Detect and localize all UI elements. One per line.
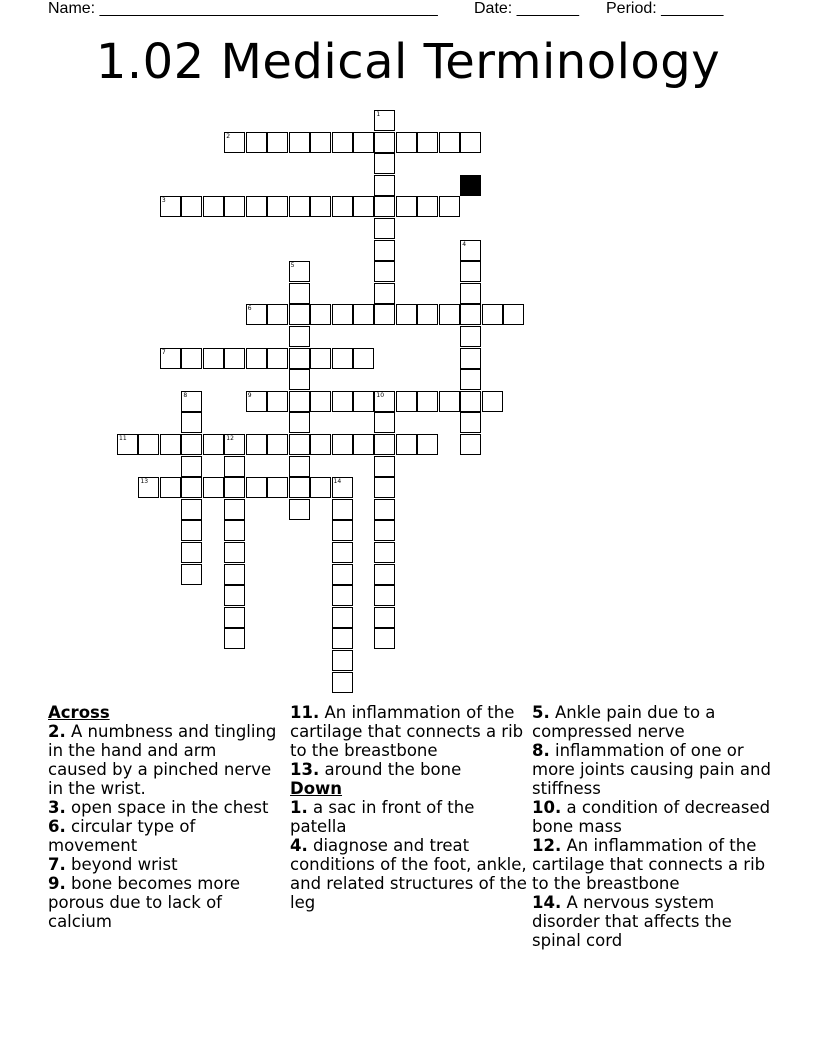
clue-number-label: 1. <box>290 798 308 817</box>
period-field-label: Period: _______ <box>606 0 724 17</box>
clue-number-label: 10. <box>532 798 562 817</box>
grid-cell[interactable] <box>374 585 395 606</box>
grid-cell[interactable] <box>374 132 395 153</box>
clue-number: 9 <box>247 391 252 399</box>
grid-cell[interactable] <box>460 304 481 325</box>
grid-cell[interactable] <box>267 391 288 412</box>
grid-cell[interactable] <box>246 434 267 455</box>
clue-number: 11 <box>119 435 127 442</box>
grid-cell[interactable] <box>374 412 395 433</box>
grid-cell[interactable] <box>439 391 460 412</box>
grid-cell[interactable] <box>224 348 245 369</box>
grid-cell[interactable] <box>353 391 374 412</box>
clue-text: open space in the chest <box>65 798 269 817</box>
clue-number-label: 3. <box>48 798 66 817</box>
clue-number-label: 4. <box>290 836 308 855</box>
clue-text: around the bone <box>319 760 462 779</box>
grid-cell[interactable] <box>460 283 481 304</box>
grid-cell[interactable] <box>439 132 460 153</box>
grid-cell[interactable] <box>332 499 353 520</box>
name-field-label: Name: ______________________________________ <box>48 0 438 17</box>
grid-cell[interactable] <box>460 434 481 455</box>
clue-number-label: 13. <box>290 760 320 779</box>
grid-cell[interactable] <box>482 304 503 325</box>
clue-item <box>48 817 280 855</box>
clue-text: beyond wrist <box>65 855 178 874</box>
clue-number: 10 <box>376 391 385 399</box>
grid-cell[interactable] <box>353 196 374 217</box>
clues-column-3 <box>532 703 772 950</box>
grid-cell[interactable] <box>332 520 353 541</box>
grid-cell[interactable] <box>332 434 353 455</box>
grid-cell[interactable] <box>203 477 224 498</box>
grid-cell[interactable] <box>267 304 288 325</box>
grid-cell[interactable] <box>181 348 202 369</box>
grid-cell[interactable] <box>289 434 310 455</box>
grid-cell[interactable] <box>267 132 288 153</box>
grid-cell[interactable] <box>246 132 267 153</box>
grid-cell[interactable] <box>289 499 310 520</box>
grid-cell[interactable] <box>374 607 395 628</box>
clue-number-label: 14. <box>532 893 562 912</box>
clue-text: a sac in front of the patella <box>290 798 475 836</box>
grid-cell[interactable] <box>417 391 438 412</box>
clue-item <box>290 760 530 779</box>
clue-item <box>532 893 772 950</box>
grid-cell[interactable] <box>289 196 310 217</box>
grid-cell[interactable] <box>417 434 438 455</box>
grid-cell[interactable] <box>374 218 395 239</box>
clue-text: An inflammation of the cartilage that connects a rib to the breastbone <box>290 703 524 760</box>
grid-cell[interactable] <box>460 391 481 412</box>
clue-number-label: 9. <box>48 874 66 893</box>
clue-text: Ankle pain due to a compressed nerve <box>532 703 716 741</box>
grid-cell[interactable] <box>460 369 481 390</box>
grid-cell[interactable] <box>374 196 395 217</box>
grid-cell[interactable] <box>181 564 202 585</box>
clues-column-1 <box>48 703 280 931</box>
grid-cell[interactable] <box>246 196 267 217</box>
grid-cell[interactable] <box>289 369 310 390</box>
grid-cell[interactable] <box>289 283 310 304</box>
clue-number: 13 <box>140 478 149 486</box>
grid-cell[interactable] <box>332 628 353 649</box>
grid-cell[interactable] <box>396 304 417 325</box>
clue-number: 4 <box>462 240 467 248</box>
clue-text: A nervous system disorder that affects the spinal cord <box>532 893 732 950</box>
grid-cell[interactable] <box>332 304 353 325</box>
clues-column-2 <box>290 703 530 912</box>
down-heading: Down <box>290 779 343 798</box>
page-title: 1.02 Medical Terminology <box>95 34 721 90</box>
grid-cell[interactable] <box>289 477 310 498</box>
date-field-label: Date: _______ <box>474 0 579 17</box>
across-heading: Across <box>48 703 110 722</box>
clue-item <box>48 722 280 798</box>
grid-cell[interactable] <box>353 304 374 325</box>
clue-number-label: 6. <box>48 817 66 836</box>
grid-cell[interactable] <box>203 196 224 217</box>
clue-item <box>532 741 772 798</box>
grid-cell[interactable] <box>267 434 288 455</box>
grid-cell[interactable] <box>332 585 353 606</box>
clue-item <box>532 836 772 893</box>
clue-item <box>532 798 772 836</box>
grid-cell[interactable] <box>310 391 331 412</box>
grid-cell[interactable] <box>482 391 503 412</box>
grid-cell[interactable] <box>246 477 267 498</box>
clue-number-label: 11. <box>290 703 320 722</box>
clue-text: circular type of movement <box>48 817 196 855</box>
grid-cell[interactable] <box>160 434 181 455</box>
grid-cell[interactable] <box>289 326 310 347</box>
grid-cell[interactable] <box>310 434 331 455</box>
clue-text: diagnose and treat conditions of the foot, ankle, and related structures of the leg <box>290 836 527 912</box>
grid-cell[interactable] <box>417 132 438 153</box>
grid-cell[interactable] <box>332 348 353 369</box>
clue-item <box>290 836 530 912</box>
grid-cell[interactable] <box>332 542 353 563</box>
grid-cell[interactable] <box>439 304 460 325</box>
grid-cell[interactable] <box>289 412 310 433</box>
grid-cell[interactable] <box>289 304 310 325</box>
grid-cell[interactable] <box>181 196 202 217</box>
clue-item <box>532 703 772 741</box>
grid-cell[interactable] <box>181 412 202 433</box>
grid-cell[interactable] <box>332 672 353 693</box>
grid-cell[interactable] <box>181 456 202 477</box>
clue-text: inflammation of one or more joints causing pain and stiffness <box>532 741 771 798</box>
grid-cell[interactable] <box>181 477 202 498</box>
grid-cell[interactable] <box>224 520 245 541</box>
grid-cell[interactable] <box>503 304 524 325</box>
grid-cell[interactable] <box>374 542 395 563</box>
grid-cell[interactable] <box>267 196 288 217</box>
grid-cell[interactable] <box>460 412 481 433</box>
clue-number: 6 <box>247 305 252 313</box>
grid-cell[interactable] <box>181 542 202 563</box>
clue-text: bone becomes more porous due to lack of calcium <box>48 874 241 931</box>
grid-cell[interactable] <box>181 520 202 541</box>
grid-cell[interactable] <box>310 348 331 369</box>
grid-cell[interactable] <box>417 196 438 217</box>
clue-number: 1 <box>376 111 381 118</box>
grid-cell[interactable] <box>439 196 460 217</box>
grid-cell[interactable] <box>374 456 395 477</box>
grid-cell[interactable] <box>353 348 374 369</box>
grid-cell[interactable] <box>181 434 202 455</box>
grid-cell[interactable] <box>289 348 310 369</box>
clue-number: 7 <box>161 348 166 356</box>
clue-number: 8 <box>183 391 188 399</box>
grid-cell[interactable] <box>374 520 395 541</box>
grid-cell[interactable] <box>460 326 481 347</box>
grid-cell[interactable] <box>332 132 353 153</box>
grid-cell[interactable] <box>310 477 331 498</box>
grid-cell[interactable] <box>374 240 395 261</box>
grid-cell[interactable] <box>374 628 395 649</box>
grid-cell[interactable] <box>374 564 395 585</box>
grid-cell[interactable] <box>224 628 245 649</box>
grid-cell[interactable] <box>224 456 245 477</box>
clue-item <box>48 855 280 874</box>
clue-number-label: 5. <box>532 703 550 722</box>
grid-cell[interactable] <box>460 348 481 369</box>
grid-cell[interactable] <box>374 477 395 498</box>
grid-cell[interactable] <box>374 434 395 455</box>
grid-cell[interactable] <box>138 434 159 455</box>
grid-cell[interactable] <box>374 304 395 325</box>
grid-cell[interactable] <box>160 477 181 498</box>
grid-cell[interactable] <box>203 434 224 455</box>
grid-cell[interactable] <box>374 153 395 174</box>
grid-cell[interactable] <box>396 434 417 455</box>
grid-cell[interactable] <box>224 542 245 563</box>
clue-number: 14 <box>333 478 342 486</box>
grid-cell[interactable] <box>396 132 417 153</box>
grid-cell[interactable] <box>332 391 353 412</box>
grid-cell[interactable] <box>267 348 288 369</box>
grid-cell[interactable] <box>310 304 331 325</box>
grid-cell[interactable] <box>310 196 331 217</box>
grid-cell[interactable] <box>396 391 417 412</box>
grid-cell[interactable] <box>181 499 202 520</box>
grid-cell[interactable] <box>224 196 245 217</box>
clue-item <box>290 703 530 760</box>
grid-cell[interactable] <box>332 650 353 671</box>
clue-item <box>48 798 280 817</box>
grid-cell[interactable] <box>332 564 353 585</box>
grid-cell[interactable] <box>460 261 481 282</box>
grid-cell[interactable] <box>396 196 417 217</box>
grid-cell[interactable] <box>224 564 245 585</box>
clue-number: 12 <box>226 435 234 442</box>
grid-cell[interactable] <box>310 132 331 153</box>
grid-cell[interactable] <box>460 132 481 153</box>
clue-number-label: 2. <box>48 722 66 741</box>
grid-cell[interactable] <box>374 261 395 282</box>
grid-cell[interactable] <box>374 499 395 520</box>
clue-text: A numbness and tingling in the hand and arm caused by a pinched nerve in the wrist. <box>48 722 277 798</box>
grid-cell[interactable] <box>289 456 310 477</box>
grid-cell[interactable] <box>224 477 245 498</box>
grid-cell[interactable] <box>353 434 374 455</box>
grid-cell[interactable] <box>246 348 267 369</box>
grid-cell[interactable] <box>289 391 310 412</box>
grid-cell[interactable] <box>289 132 310 153</box>
grid-cell[interactable] <box>332 607 353 628</box>
grid-cell[interactable] <box>353 132 374 153</box>
grid-cell[interactable] <box>374 283 395 304</box>
grid-cell[interactable] <box>224 585 245 606</box>
grid-cell[interactable] <box>267 477 288 498</box>
grid-cell[interactable] <box>332 196 353 217</box>
clue-number-label: 8. <box>532 741 550 760</box>
clue-number-label: 12. <box>532 836 562 855</box>
clue-number: 5 <box>290 262 295 270</box>
clue-item <box>290 798 530 836</box>
clue-number: 2 <box>226 132 231 140</box>
grid-cell[interactable] <box>224 607 245 628</box>
clue-text: An inflammation of the cartilage that connects a rib to the breastbone <box>532 836 766 893</box>
grid-cell[interactable] <box>224 499 245 520</box>
grid-cell[interactable] <box>417 304 438 325</box>
clue-number-label: 7. <box>48 855 66 874</box>
grid-block <box>460 175 481 196</box>
clue-number: 3 <box>161 197 166 205</box>
clue-item <box>48 874 280 931</box>
grid-cell[interactable] <box>374 175 395 196</box>
clue-text: a condition of decreased bone mass <box>532 798 771 836</box>
grid-cell[interactable] <box>203 348 224 369</box>
